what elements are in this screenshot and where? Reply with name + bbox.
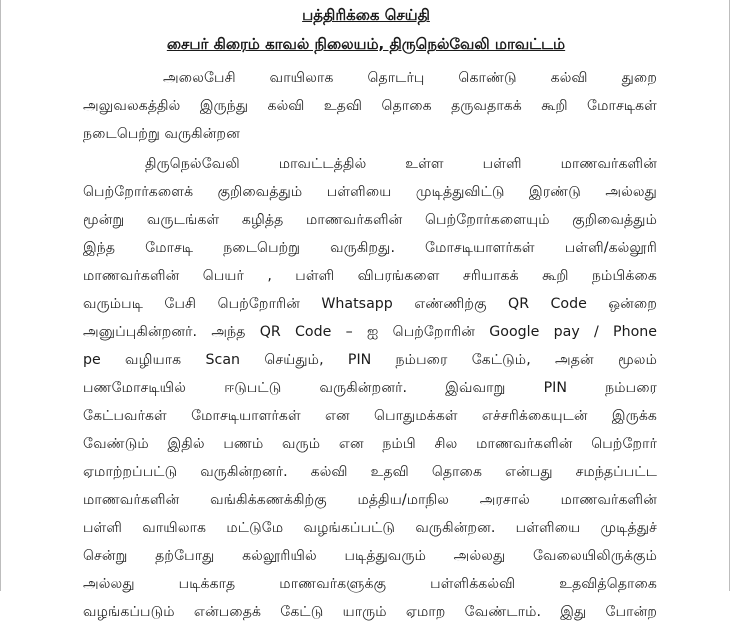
body-line: ஏமாற்றப்பட்டு வருகின்றனர். கல்வி உதவி தொகை என்பது சமந்தப்பட்ட <box>83 464 657 480</box>
body-line: பள்ளி வாயிலாக மட்டுமே வழங்கப்பட்டு வருகின்றன. பள்ளியை முடித்துச் <box>83 520 657 536</box>
body-line: வரும்படி பேசி பெற்றோரின் Whatsapp எண்ணிற்கு QR Code ஒன்றை <box>83 296 657 312</box>
body-line: அனுப்புகின்றனர். அந்த QR Code – ஐ பெற்றோரின் Google pay / Phone <box>83 324 657 340</box>
press-release-title: பத்திரிக்கை செய்தி <box>302 6 430 24</box>
body-line: வேண்டும் இதில் பணம் வரும் என நம்பி சில மாணவர்களின் பெற்றோர் <box>83 436 657 452</box>
body-line: பணமோசடியில் ஈடுபட்டு வருகின்றனர். இவ்வாறு PIN நம்பரை <box>83 380 657 396</box>
body-line: கேட்பவர்கள் மோசடியாளர்கள் என பொதுமக்கள் எச்சரிக்கையுடன் இருக்க <box>83 408 657 424</box>
body-line: நடைபெற்று வருகின்றன <box>83 126 240 142</box>
body-line: மாணவர்களின் வங்கிக்கணக்கிற்கு மத்திய/மாநில அரசால் மாணவர்களின் <box>83 492 657 508</box>
body-line: மாணவர்களின் பெயர் , பள்ளி விபரங்களை சரியாகக் கூறி நம்பிக்கை <box>83 268 657 284</box>
body-line: அல்லது படிக்காத மாணவர்களுக்கு பள்ளிக்கல்வி உதவித்தொகை <box>83 576 657 592</box>
body-line: இந்த மோசடி நடைபெற்று வருகிறது. மோசடியாளர்கள் பள்ளி/கல்லூரி <box>83 240 657 256</box>
body-line: மூன்று வருடங்கள் கழித்த மாணவர்களின் பெற்றோர்களையும் குறிவைத்தும் <box>83 212 657 228</box>
body-line: pe வழியாக Scan செய்தும், PIN நம்பரை கேட்டும், அதன் மூலம் <box>83 352 657 368</box>
body-line: திருநெல்வேலி மாவட்டத்தில் உள்ள பள்ளி மாணவர்களின் <box>145 156 657 172</box>
press-release-subtitle: சைபர் கிரைம் காவல் நிலையம், திருநெல்வேலி மாவட்டம் <box>166 35 566 53</box>
body-line: சென்று தற்போது கல்லூரியில் படித்துவரும் அல்லது வேலையிலிருக்கும் <box>83 548 657 564</box>
body-line: பெற்றோர்களைக் குறிவைத்தும் பள்ளியை முடித்துவிட்டு இரண்டு அல்லது <box>83 184 657 200</box>
body-line: அலைபேசி வாயிலாக தொடர்பு கொண்டு கல்வி துறை <box>163 70 657 86</box>
body-line: வழங்கப்படும் என்பதைக் கேட்டு யாரும் ஏமாற வேண்டாம். இது போன்ற <box>83 604 657 620</box>
body-line: அலுவலகத்தில் இருந்து கல்வி உதவி தொகை தருவதாகக் கூறி மோசடிகள் <box>83 98 657 114</box>
